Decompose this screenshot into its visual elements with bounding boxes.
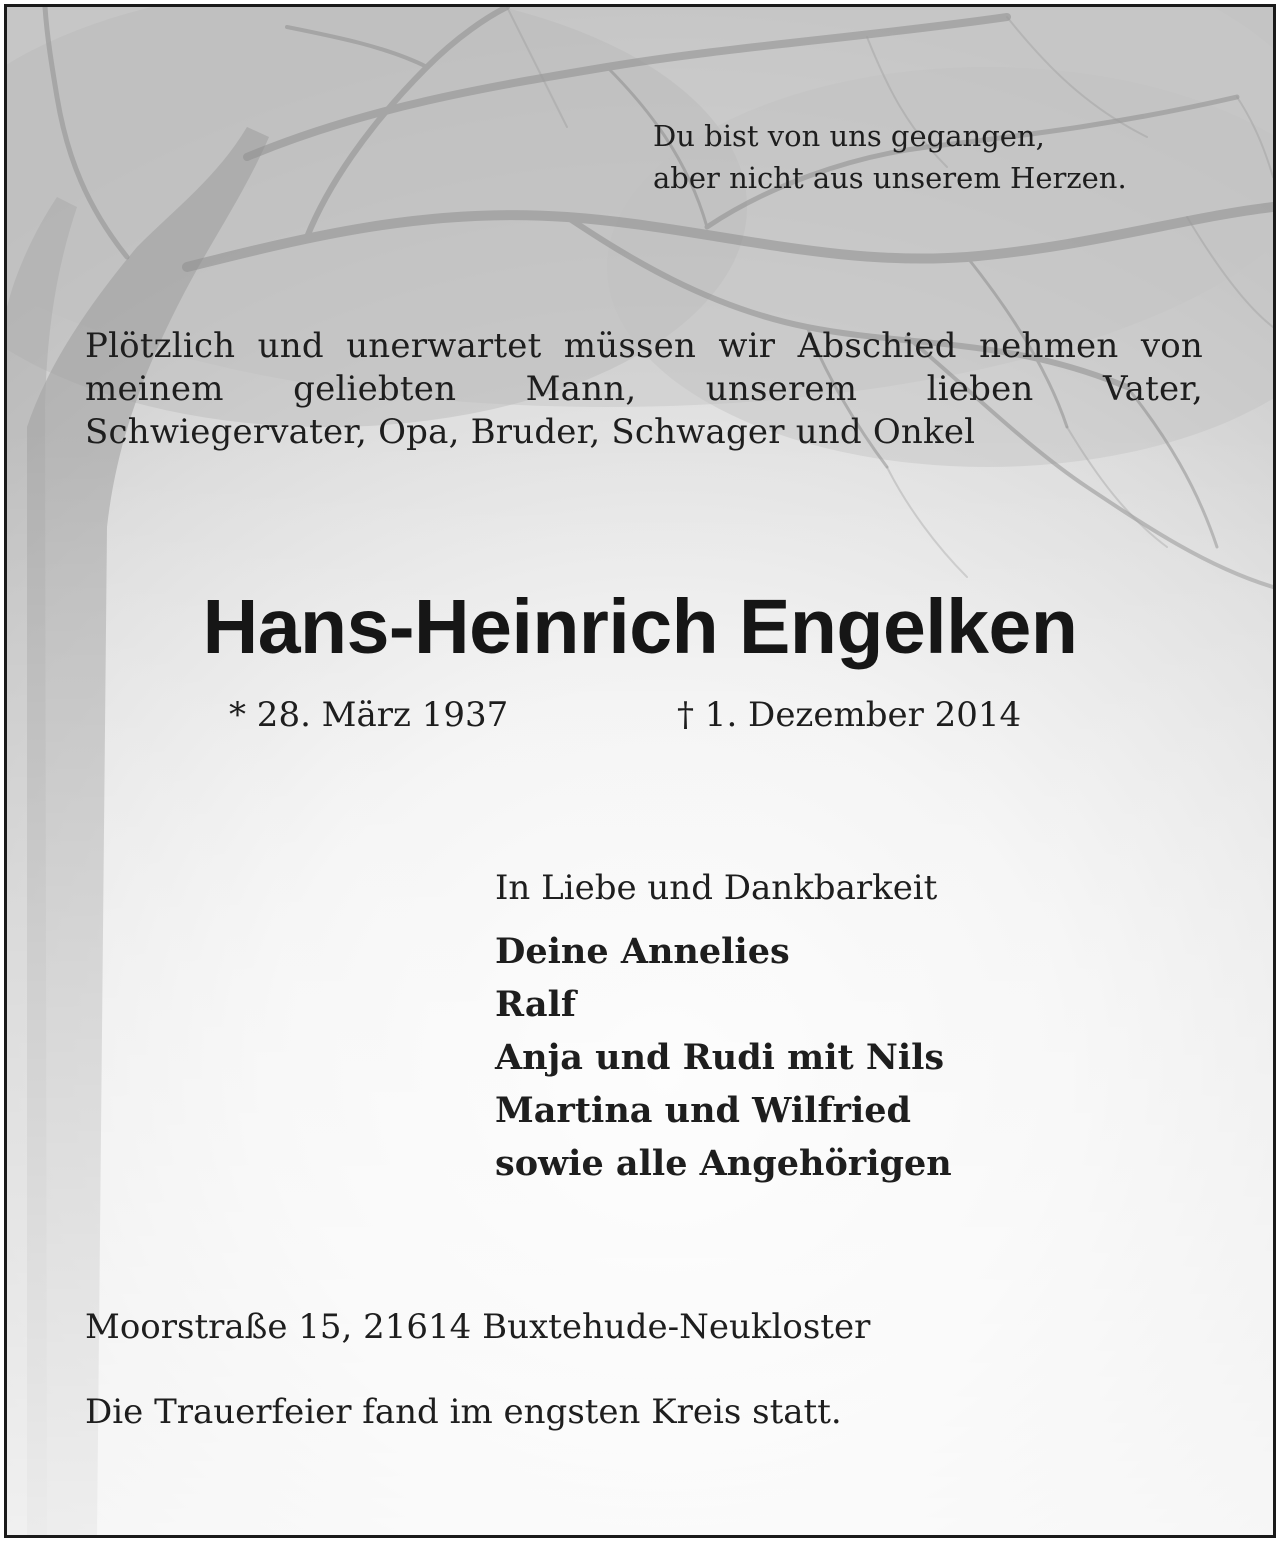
epitaph-quote xyxy=(653,115,1127,199)
deceased-name: Hans-Heinrich Engelken xyxy=(202,584,1078,670)
mourner-name: Martina und Wilfried xyxy=(495,1090,912,1131)
mourners-list xyxy=(495,925,952,1190)
family-address: Moorstraße 15, 21614 Buxtehude-Neukloster xyxy=(85,1307,871,1347)
mourner-name: sowie alle Angehörigen xyxy=(495,1143,952,1184)
funeral-note: Die Trauerfeier fand im engsten Kreis statt. xyxy=(85,1392,842,1432)
epitaph-line: Du bist von uns gegangen, xyxy=(653,119,1045,153)
mourner-name: Anja und Rudi mit Nils xyxy=(495,1037,945,1078)
closing-phrase: In Liebe und Dankbarkeit xyxy=(495,868,938,908)
mourner-name: Ralf xyxy=(495,984,576,1025)
announcement-text: Plötzlich und unerwartet müssen wir Abschied nehmen von meinem geliebten Mann, unserem lieben Vater, Schwiegervater, Opa, Bruder, Schwager und Onkel xyxy=(85,326,1203,452)
birth-date: * 28. März 1937 xyxy=(229,695,509,735)
death-date: † 1. Dezember 2014 xyxy=(677,695,1022,735)
epitaph-line: aber nicht aus unserem Herzen. xyxy=(653,161,1127,195)
obituary-notice xyxy=(4,4,1276,1538)
mourner-name: Deine Annelies xyxy=(495,931,790,972)
